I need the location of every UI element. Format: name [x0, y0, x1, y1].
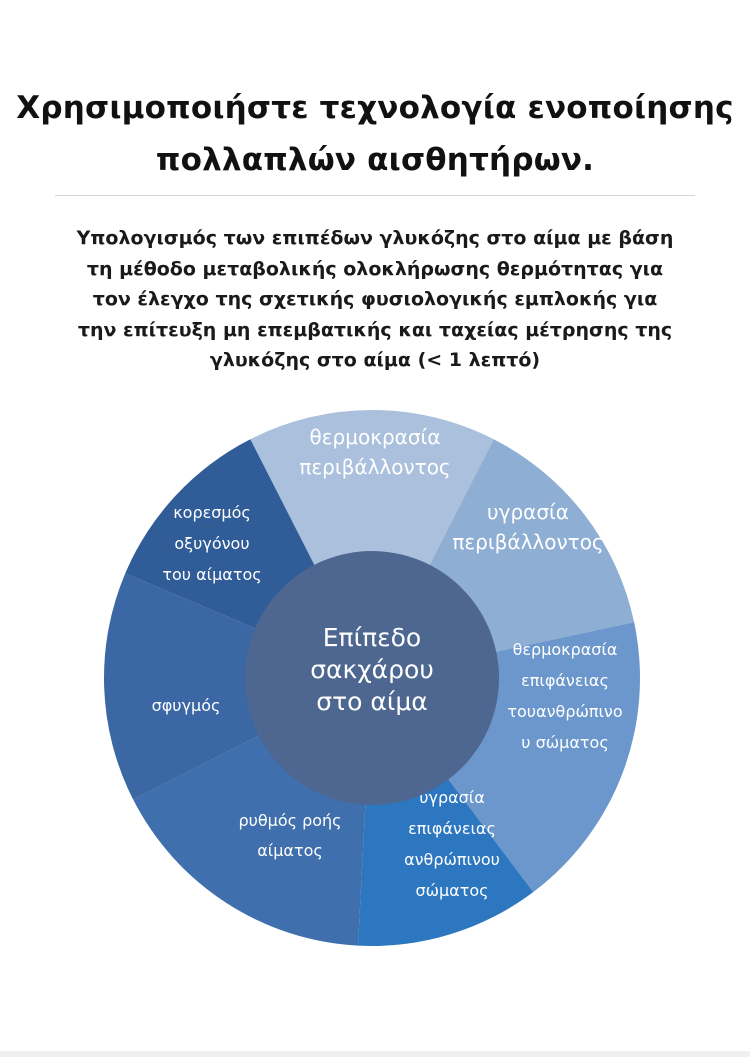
- title-line-2: πολλαπλών αισθητήρων.: [155, 142, 595, 178]
- segment-label-line: περιβάλλοντος: [299, 455, 451, 479]
- center-label-line: Επίπεδο: [322, 623, 422, 652]
- segment-label-line: αίματος: [257, 841, 323, 860]
- segment-label-line: θερμοκρασία: [309, 425, 441, 449]
- center-label-line: στο αίμα: [316, 687, 428, 716]
- subtitle-line-2: τη μέθοδο μεταβολικής ολοκλήρωσης θερμότητας για: [86, 257, 664, 280]
- subtitle-line-1: Υπολογισμός των επιπέδων γλυκόζης στο αίμα με βάση: [76, 227, 674, 249]
- segment-label-line: υγρασία: [419, 788, 485, 807]
- segment-label-line: θερμοκρασία: [512, 640, 618, 659]
- center-label-line: σακχάρου: [310, 655, 434, 684]
- segment-label-line: σφυγμός: [151, 696, 221, 715]
- segment-label-line: του αίματος: [162, 565, 262, 584]
- bottom-strip: [0, 1051, 750, 1057]
- segment-label-line: σώματος: [415, 881, 489, 900]
- segment-label-line: περιβάλλοντος: [452, 530, 604, 554]
- segment-label-pulse: [152, 696, 221, 715]
- center-label: [310, 623, 434, 716]
- subtitle-line-4: την επίτευξη μη επεμβατικής και ταχείας μέτρησης της: [77, 318, 673, 341]
- title-line-1: Χρησιμοποιήστε τεχνολογία ενοποίησης: [16, 90, 734, 126]
- segment-label-line: ρυθμός ροής: [238, 811, 342, 830]
- segment-label-line: ανθρώπινου: [404, 850, 500, 869]
- segment-label-line: υ σώματος: [521, 733, 609, 752]
- segment-label-line: επιφάνειας: [408, 819, 496, 838]
- center-label-text: [310, 623, 434, 716]
- segment-label-line: κορεσμός: [173, 503, 251, 522]
- segment-label-blood-oxygen-saturation: [162, 503, 261, 584]
- segment-label-line: οξυγόνου: [174, 534, 250, 553]
- subtitle-line-5: γλυκόζης στο αίμα (< 1 λεπτό): [209, 349, 541, 371]
- segment-label-line: τουανθρώπινο: [507, 702, 623, 721]
- subtitle-line-3: τον έλεγχο της σχετικής φυσιολογικής εμπλοκής για: [92, 288, 658, 310]
- segment-label-line: υγρασία: [487, 500, 569, 524]
- segment-label-line: επιφάνειας: [521, 671, 609, 690]
